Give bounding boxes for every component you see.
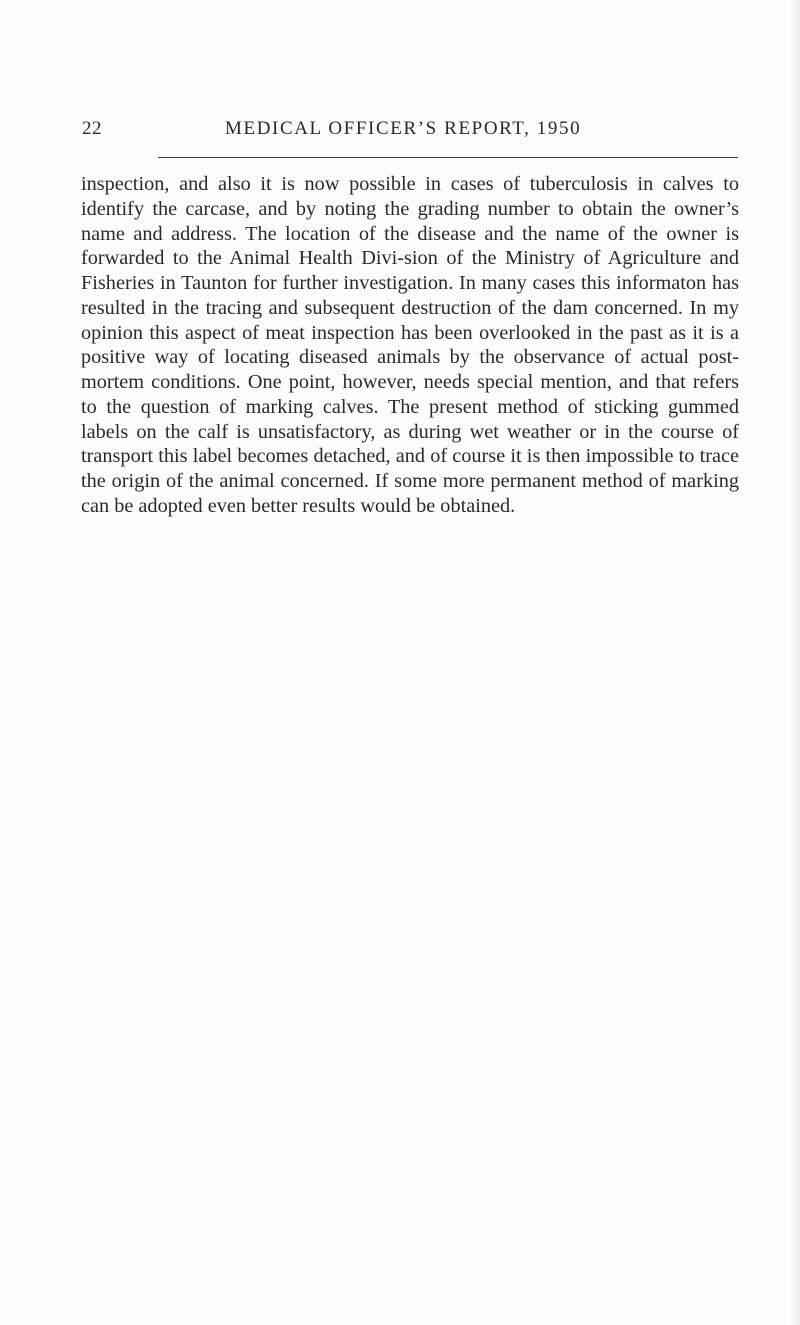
body-paragraph: inspection, and also it is now possible in cases of tuberculosis in calves to identify the carcase, and by noting the grading number to obtain the owner’s name and address. The location of the disease and the name of the owner is forwarded to the Animal Health Divi-sion of the Ministry of Agriculture and Fisheries in Taunton for further investigation. In many cases this informaton has resulted in the tracing and subsequent destruction of the dam concerned. In my opinion this aspect of meat inspection has been overlooked in the past as it is a positive way of locating diseased animals by the observance of actual post-mortem conditions. One point, however, needs special mention, and that refers to the question of marking calves. The present method of sticking gummed labels on the calf is unsatisfactory, as during wet weather or in the course of transport this label becomes detached, and of course it is then impossible to trace the origin of the animal concerned. If some more permanent method of marking can be adopted even better results would be obtained. [81, 173, 739, 517]
page-number: 22 [82, 118, 102, 139]
page-edge-shadow [790, 0, 800, 1325]
running-title: MEDICAL OFFICER’S REPORT, 1950 [225, 118, 582, 139]
page-header [82, 118, 738, 150]
header-rule [158, 157, 738, 158]
